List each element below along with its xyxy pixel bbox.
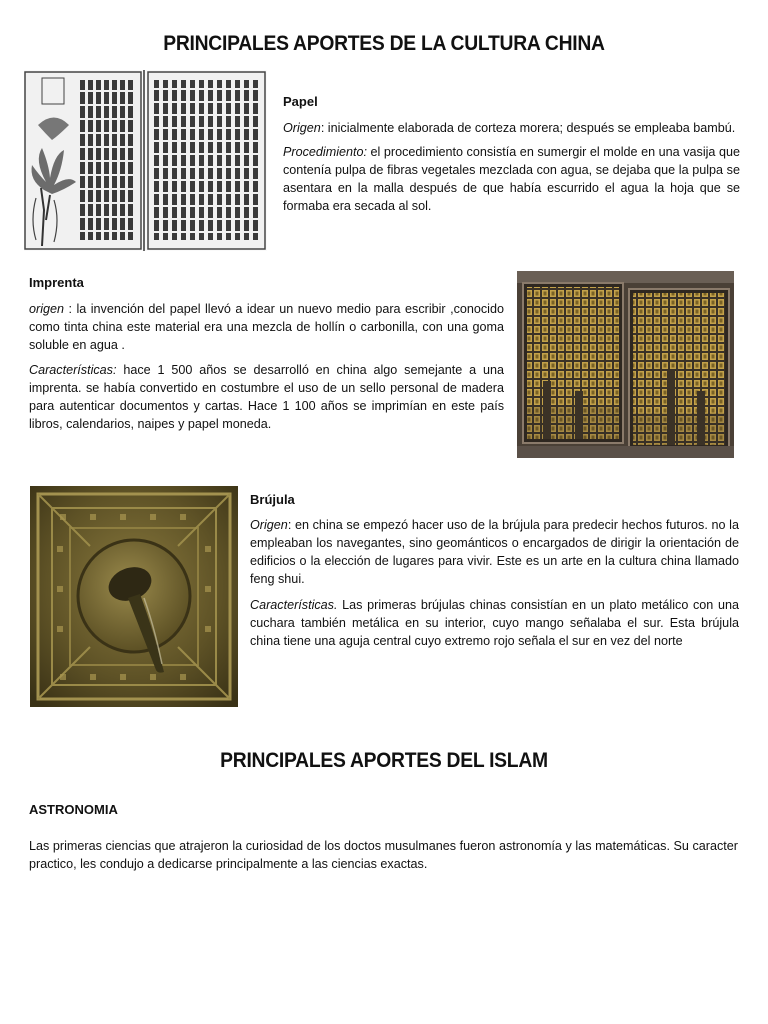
brujula-car-label: Características.: [250, 598, 338, 612]
imprenta-car-label: Características:: [29, 363, 117, 377]
imprenta-heading: Imprenta: [29, 275, 84, 290]
imprenta-origen-text: : la invención del papel llevó a idear un nuevo medio para escribir ,conocido como tinta china este material era una mezcla de hollín o carbonilla, con una goma soluble en agua .: [29, 302, 504, 352]
movable-type-illustration: [517, 271, 734, 458]
movable-type-image: [517, 271, 734, 458]
brujula-origen-text: : en china se empezó hacer uso de la brújula para predecir hechos futuros. no la empleaban los navegantes, sino geománticos o encargados de dirigir la orientación de edificios o la elección de lugares para vivir. Este es un arte en la cultura china llamado feng shui.: [250, 518, 739, 586]
islam-title: PRINCIPALES APORTES DEL ISLAM: [220, 749, 548, 772]
astronomia-text: Las primeras ciencias que atrajeron la curiosidad de los doctos musulmanes fueron astronomía y las matemáticas. Su caracter practico, les condujo a dedicarse principalmente a las ciencias exactas.: [29, 839, 738, 871]
imprenta-origen-label: origen: [29, 302, 65, 316]
brujula-car-text: Las primeras brújulas chinas consistían en un plato metálico con una cuchara también metálica en su interior, cuyo mango señalaba el sur. Esta brújula china tiene una aguja central cuyo extremo rojo señala el sur en vez del norte: [250, 598, 739, 648]
paper-book-image: [24, 70, 267, 251]
brujula-caracteristicas: [250, 596, 739, 650]
brujula-origen-label: Origen: [250, 518, 288, 532]
papel-origen: [283, 119, 740, 137]
brujula-origen: [250, 516, 739, 588]
papel-heading: Papel: [283, 94, 318, 109]
compass-illustration: [30, 486, 238, 707]
imprenta-origen: [29, 300, 504, 354]
papel-proc-label: Procedimiento:: [283, 145, 367, 159]
page-title: PRINCIPALES APORTES DE LA CULTURA CHINA: [163, 32, 605, 55]
paper-book-illustration: [24, 70, 267, 251]
papel-origen-label: Origen: [283, 121, 321, 135]
brujula-heading: Brújula: [250, 492, 295, 507]
papel-procedimiento: [283, 143, 740, 215]
compass-image: [30, 486, 238, 707]
papel-origen-text: : inicialmente elaborada de corteza morera; después se empleaba bambú.: [320, 121, 736, 135]
papel-proc-text: el procedimiento consistía en sumergir el molde en una vasija que contenía pulpa de fibras vegetales mezclada con agua, se dejaba que la pulpa se asentara en la malla después de que había escurrido el agua la hoja que se formaba era secada al sol.: [283, 145, 740, 213]
imprenta-caracteristicas: [29, 361, 504, 433]
astronomia-heading: ASTRONOMIA: [29, 802, 118, 817]
imprenta-car-text: hace 1 500 años se desarrolló en china algo semejante a una imprenta. se había convertido en costumbre el uso de un sello personal de madera para autenticar documentos y cartas. Hace 1 100 años se imprimían en este país libros, calendarios, naipes y papel moneda.: [29, 363, 504, 431]
